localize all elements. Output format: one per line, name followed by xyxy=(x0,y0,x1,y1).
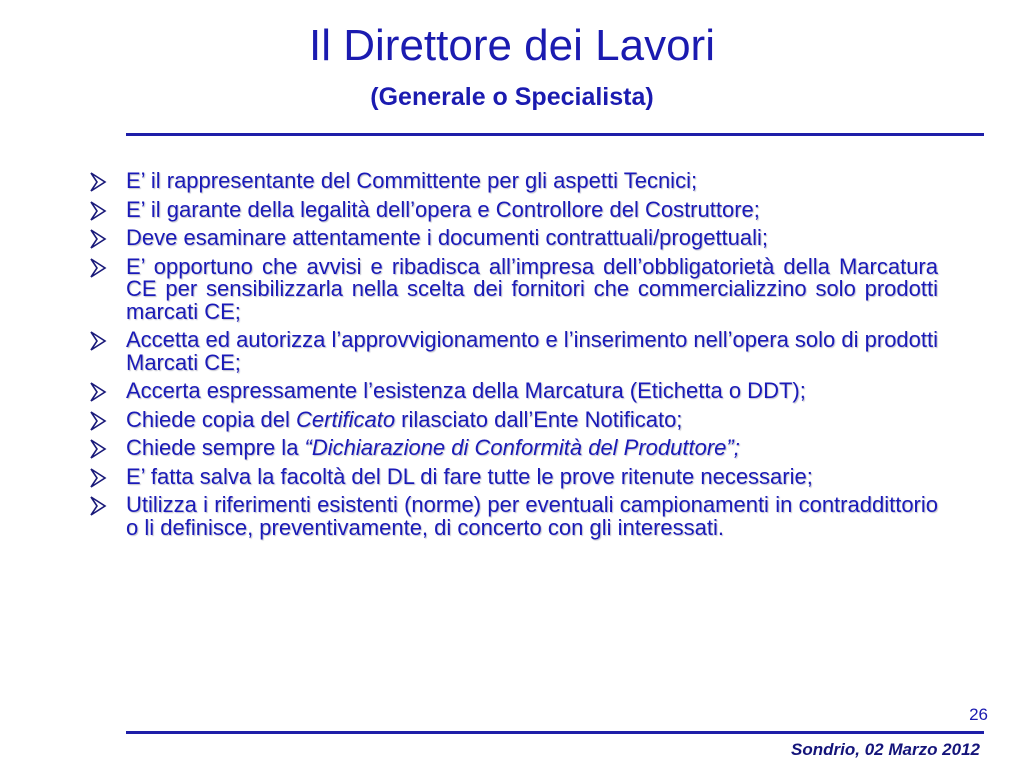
right-arrowhead-icon xyxy=(88,467,114,493)
footer-place-date: Sondrio, 02 Marzo 2012 xyxy=(791,740,980,759)
bullet-item xyxy=(0,227,1024,250)
bullet-text: Accerta espressamente l’esistenza della Marcatura (Etichetta o DDT); xyxy=(126,378,806,403)
right-arrowhead-icon xyxy=(88,438,114,464)
right-arrowhead-icon xyxy=(88,257,114,283)
bullet-item xyxy=(0,380,1024,403)
slide-subtitle: (Generale o Specialista) xyxy=(370,83,654,111)
bullet-text xyxy=(126,406,938,432)
bullet-text: Deve esaminare attentamente i documenti contrattuali/progettuali; xyxy=(126,225,769,250)
bullet-item xyxy=(0,494,1024,539)
bottom-divider xyxy=(126,731,984,734)
page-number: 26 xyxy=(969,705,988,724)
bullet-text: Accetta ed autorizza l’approvvigionamento e l’inserimento nell’opera solo di prodotti Marcati CE; xyxy=(126,327,939,375)
bullet-item xyxy=(0,196,1024,222)
right-arrowhead-icon xyxy=(88,171,114,197)
slide-title: Il Direttore dei Lavori xyxy=(309,21,715,70)
bullet-item xyxy=(0,329,1024,374)
bullet-text: E’ il garante della legalità dell’opera e Controllore del Costruttore; xyxy=(126,196,760,222)
bullet-item xyxy=(0,463,1024,489)
bullet-text: E’ fatta salva la facoltà del DL di fare tutte le prove ritenute necessarie; xyxy=(126,463,813,489)
bullet-text xyxy=(126,437,938,460)
right-arrowhead-icon xyxy=(88,495,114,521)
bullet-item xyxy=(0,253,1024,324)
bullet-text: Utilizza i riferimenti esistenti (norme) per eventuali campionamenti in contraddittorio o li definisce, preventivamente, di concerto con gli interessati. xyxy=(126,492,938,540)
right-arrowhead-icon xyxy=(88,228,114,254)
bullet-text-before: Chiede copia del xyxy=(126,406,297,432)
bullet-item xyxy=(0,170,1024,193)
bullet-text-italic: Certificato xyxy=(296,406,396,432)
right-arrowhead-icon xyxy=(88,381,114,407)
bullet-text-before: Chiede sempre la xyxy=(126,435,305,460)
bullet-item xyxy=(0,437,1024,460)
bullet-item xyxy=(0,406,1024,432)
bullet-text: E’ il rappresentante del Committente per gli aspetti Tecnici; xyxy=(126,168,698,193)
bullet-text-italic: “Dichiarazione di Conformità del Produttore”; xyxy=(304,435,740,460)
bullet-list xyxy=(0,170,1024,545)
top-divider xyxy=(126,133,984,136)
right-arrowhead-icon xyxy=(88,200,114,226)
bullet-text-after: rilasciato dall’Ente Notificato; xyxy=(395,406,683,432)
right-arrowhead-icon xyxy=(88,330,114,356)
right-arrowhead-icon xyxy=(88,410,114,436)
bullet-text: E’ opportuno che avvisi e ribadisca all’impresa dell’obbligatorietà della Marcatura CE per sensibilizzarla nella scelta dei fornitori che commercializzino solo prodotti marcati CE; xyxy=(126,253,938,324)
